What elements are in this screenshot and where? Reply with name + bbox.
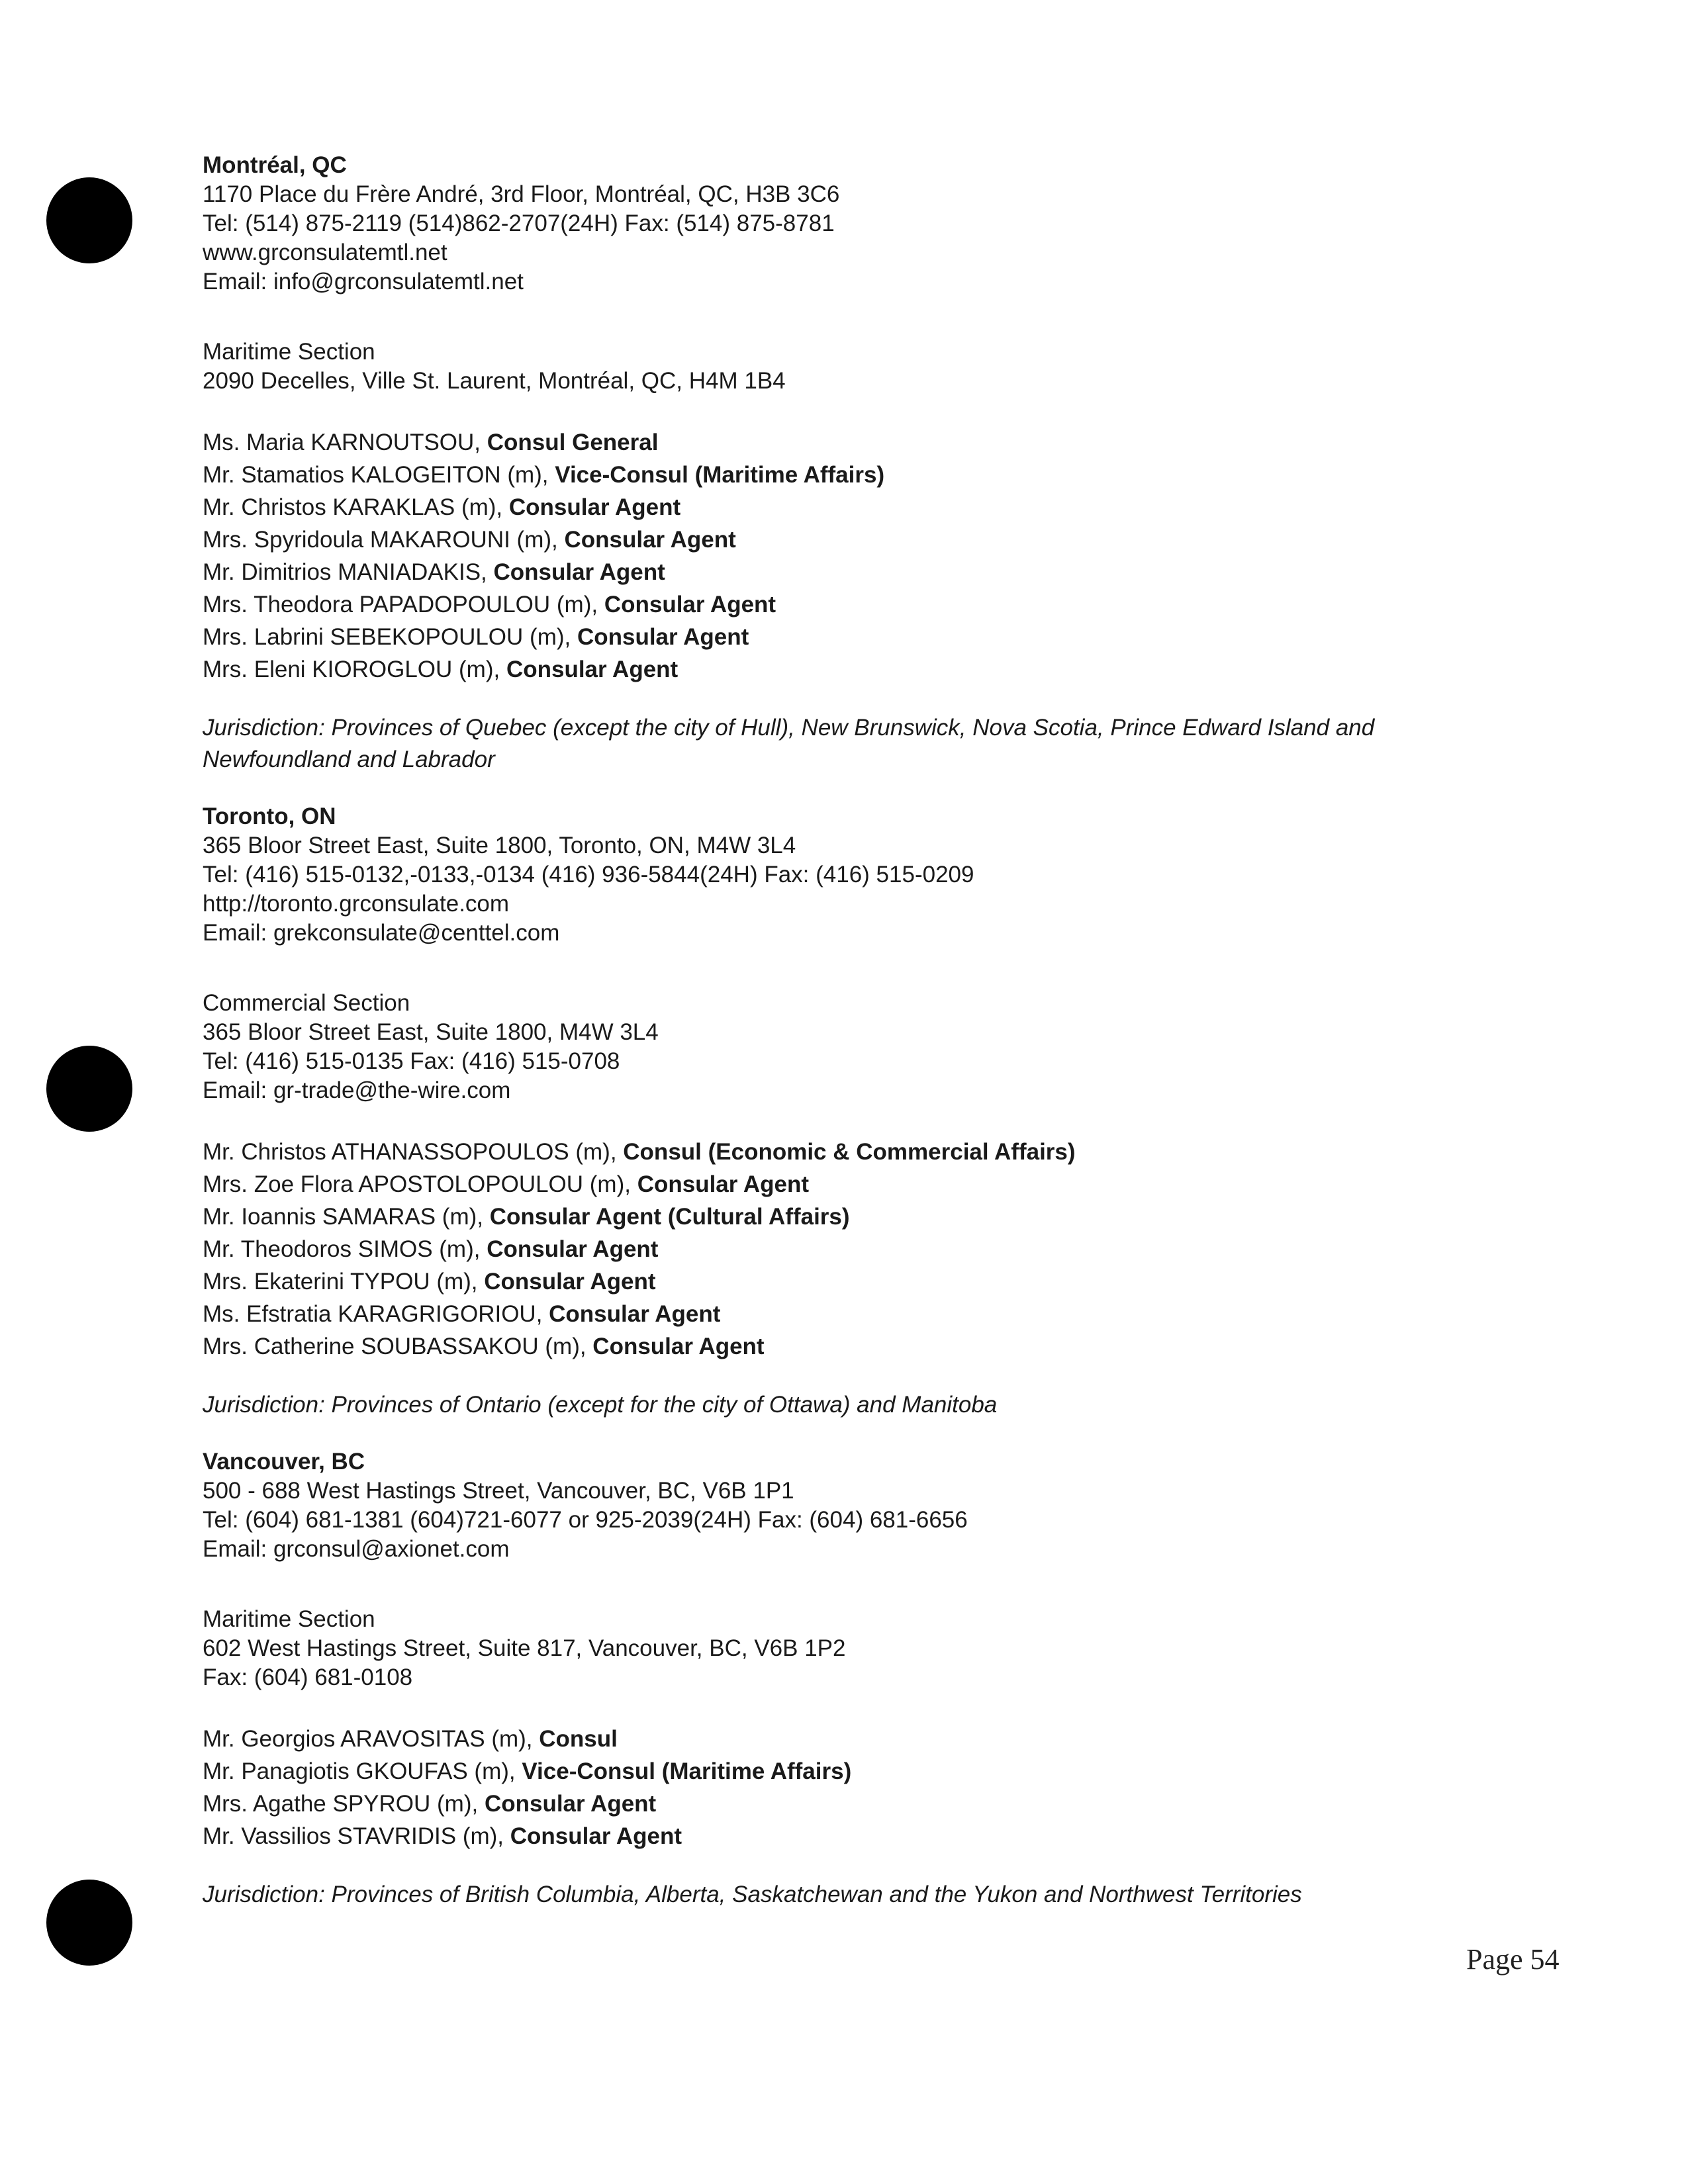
staff-entry xyxy=(203,459,1526,491)
section-heading: Montréal, QC xyxy=(203,152,347,178)
staff-title: Consular Agent (Cultural Affairs) xyxy=(489,1204,850,1230)
staff-name: Mr. Dimitrios MANIADAKIS, xyxy=(203,559,494,585)
staff-entry xyxy=(203,621,1526,653)
staff-list xyxy=(203,1723,1526,1852)
sub-section-address: 365 Bloor Street East, Suite 1800, M4W 3L4 xyxy=(203,1019,659,1045)
phone-line: Tel: (416) 515-0132,-0133,-0134 (416) 936-5844(24H) Fax: (416) 515-0209 xyxy=(203,862,974,887)
address-line: 365 Bloor Street East, Suite 1800, Toronto, ON, M4W 3L4 xyxy=(203,833,796,858)
staff-list xyxy=(203,1136,1526,1363)
sub-section-address: 2090 Decelles, Ville St. Laurent, Montréal, QC, H4M 1B4 xyxy=(203,368,786,394)
staff-entry xyxy=(203,588,1526,621)
email-line: Email: grekconsulate@centtel.com xyxy=(203,920,560,946)
staff-name: Mrs. Zoe Flora APOSTOLOPOULOU (m), xyxy=(203,1171,637,1197)
staff-entry xyxy=(203,1788,1526,1820)
binder-hole xyxy=(46,1880,132,1966)
staff-name: Mrs. Eleni KIOROGLOU (m), xyxy=(203,657,506,682)
staff-name: Mr. Panagiotis GKOUFAS (m), xyxy=(203,1758,522,1784)
staff-title: Vice-Consul (Maritime Affairs) xyxy=(522,1758,852,1784)
staff-name: Mr. Stamatios KALOGEITON (m), xyxy=(203,462,555,488)
staff-entry xyxy=(203,653,1526,686)
staff-title: Consular Agent xyxy=(564,527,736,553)
staff-title: Consular Agent xyxy=(487,1236,659,1262)
website-link: http://toronto.grconsulate.com xyxy=(203,891,510,917)
staff-entry xyxy=(203,523,1526,556)
staff-entry xyxy=(203,426,1526,459)
sub-section-title: Maritime Section xyxy=(203,1606,375,1632)
staff-name: Mrs. Spyridoula MAKAROUNI (m), xyxy=(203,527,565,553)
staff-title: Consular Agent xyxy=(592,1334,765,1359)
staff-title: Consular Agent xyxy=(549,1301,721,1327)
staff-name: Mr. Ioannis SAMARAS (m), xyxy=(203,1204,490,1230)
staff-entry xyxy=(203,1136,1526,1168)
jurisdiction-note: Jurisdiction: Provinces of Ontario (except for the city of Ottawa) and Manitoba xyxy=(203,1392,998,1418)
staff-name: Mrs. Ekaterini TYPOU (m), xyxy=(203,1269,485,1295)
sub-section-title: Maritime Section xyxy=(203,339,375,365)
staff-title: Consular Agent xyxy=(506,657,679,682)
section-heading: Vancouver, BC xyxy=(203,1449,365,1475)
staff-title: Consul General xyxy=(487,430,659,455)
staff-name: Mr. Georgios ARAVOSITAS (m), xyxy=(203,1726,539,1752)
consulate-section-toronto xyxy=(203,802,1526,1421)
staff-entry xyxy=(203,1201,1526,1233)
phone-line: Tel: (604) 681-1381 (604)721-6077 or 925-2039(24H) Fax: (604) 681-6656 xyxy=(203,1507,968,1533)
staff-title: Consular Agent xyxy=(508,494,681,520)
binder-hole xyxy=(46,177,132,263)
staff-entry xyxy=(203,1233,1526,1265)
staff-name: Mr. Theodoros SIMOS (m), xyxy=(203,1236,487,1262)
staff-name: Ms. Maria KARNOUTSOU, xyxy=(203,430,487,455)
staff-name: Mrs. Theodora PAPADOPOULOU (m), xyxy=(203,592,604,617)
staff-entry xyxy=(203,1298,1526,1330)
staff-title: Consular Agent xyxy=(577,624,749,650)
staff-title: Consul xyxy=(539,1726,618,1752)
staff-list xyxy=(203,426,1526,686)
staff-entry xyxy=(203,1820,1526,1852)
jurisdiction-note: Jurisdiction: Provinces of British Columbia, Alberta, Saskatchewan and the Yukon and Northwest Territories xyxy=(203,1882,1302,1907)
staff-title: Vice-Consul (Maritime Affairs) xyxy=(555,462,885,488)
staff-entry xyxy=(203,1723,1526,1755)
staff-title: Consular Agent xyxy=(637,1171,809,1197)
staff-name: Mrs. Labrini SEBEKOPOULOU (m), xyxy=(203,624,577,650)
staff-name: Mr. Vassilios STAVRIDIS (m), xyxy=(203,1823,510,1849)
staff-entry xyxy=(203,1265,1526,1298)
sub-section-address: 602 West Hastings Street, Suite 817, Vancouver, BC, V6B 1P2 xyxy=(203,1635,846,1661)
staff-entry xyxy=(203,491,1526,523)
website-link: www.grconsulatemtl.net xyxy=(203,240,447,265)
staff-title: Consular Agent xyxy=(484,1269,656,1295)
email-line: Email: info@grconsulatemtl.net xyxy=(203,269,524,295)
staff-entry xyxy=(203,1755,1526,1788)
staff-name: Ms. Efstratia KARAGRIGORIOU, xyxy=(203,1301,549,1327)
phone-line: Tel: (514) 875-2119 (514)862-2707(24H) Fax: (514) 875-8781 xyxy=(203,210,835,236)
sub-section-fax: Fax: (604) 681-0108 xyxy=(203,1664,413,1690)
sub-section-title: Commercial Section xyxy=(203,990,410,1016)
staff-entry xyxy=(203,1168,1526,1201)
consulate-section-montreal xyxy=(203,151,1526,776)
email-line: Email: grconsul@axionet.com xyxy=(203,1536,510,1562)
staff-name: Mrs. Agathe SPYROU (m), xyxy=(203,1791,485,1817)
staff-entry xyxy=(203,1330,1526,1363)
staff-title: Consul (Economic & Commercial Affairs) xyxy=(623,1139,1076,1165)
binder-hole xyxy=(46,1046,132,1132)
staff-title: Consular Agent xyxy=(510,1823,682,1849)
staff-title: Consular Agent xyxy=(604,592,776,617)
staff-entry xyxy=(203,556,1526,588)
jurisdiction-note: Jurisdiction: Provinces of Quebec (except the city of Hull), New Brunswick, Nova Scotia, Prince Edward Island and Newfoundland and Labrador xyxy=(203,715,1375,772)
consulate-section-vancouver xyxy=(203,1447,1526,1911)
sub-section-phone: Tel: (416) 515-0135 Fax: (416) 515-0708 xyxy=(203,1048,620,1074)
sub-section-email: Email: gr-trade@the-wire.com xyxy=(203,1077,511,1103)
staff-name: Mr. Christos KARAKLAS (m), xyxy=(203,494,509,520)
document-body xyxy=(203,151,1526,1911)
page-number: Page 54 xyxy=(1466,1943,1560,1976)
address-line: 1170 Place du Frère André, 3rd Floor, Montréal, QC, H3B 3C6 xyxy=(203,181,840,207)
staff-title: Consular Agent xyxy=(493,559,665,585)
staff-name: Mrs. Catherine SOUBASSAKOU (m), xyxy=(203,1334,593,1359)
staff-title: Consular Agent xyxy=(484,1791,657,1817)
section-heading: Toronto, ON xyxy=(203,803,336,829)
address-line: 500 - 688 West Hastings Street, Vancouver, BC, V6B 1P1 xyxy=(203,1478,794,1504)
staff-name: Mr. Christos ATHANASSOPOULOS (m), xyxy=(203,1139,624,1165)
